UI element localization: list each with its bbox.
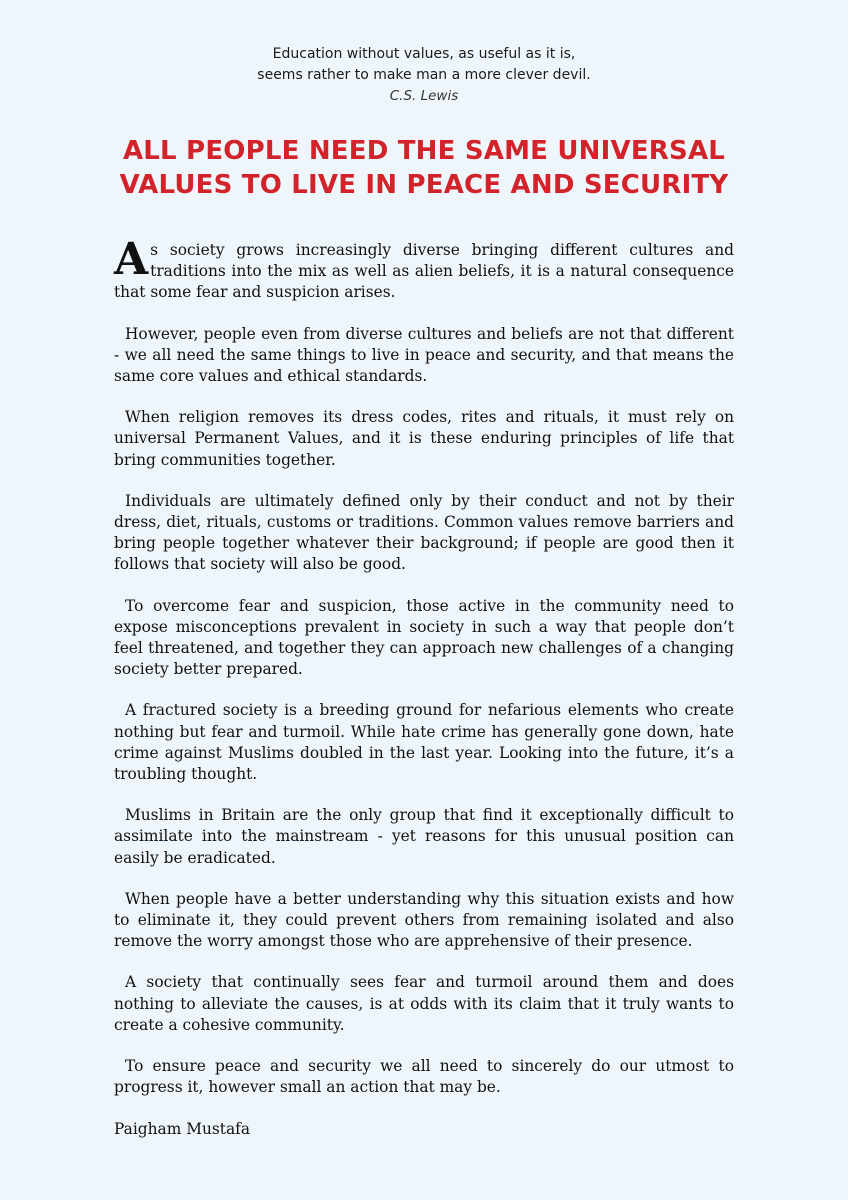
epigraph-quote xyxy=(0,44,848,107)
epigraph-line-2: seems rather to make man a more clever devil. xyxy=(257,67,591,83)
author-signature: Paigham Mustafa xyxy=(114,1119,250,1138)
drop-cap: A xyxy=(114,234,149,285)
headline-line-1: ALL PEOPLE NEED THE SAME UNIVERSAL xyxy=(122,136,726,166)
article-body xyxy=(114,234,734,1140)
article-paragraph-8: When people have a better understanding why this situation exists and how to eliminate it, they could prevent others from remaining isolated and also remove the worry amongst those who are apprehensive of their presence. xyxy=(114,889,734,951)
headline-line-2: VALUES TO LIVE IN PEACE AND SECURITY xyxy=(119,170,729,200)
article-paragraph-5: To overcome fear and suspicion, those active in the community need to expose misconceptions prevalent in society in such a way that people don’t feel threatened, and together they can approach new challenges of a changing society better prepared. xyxy=(114,596,734,679)
epigraph-line-1: Education without values, as useful as it is, xyxy=(272,46,576,62)
article-paragraph-3: When religion removes its dress codes, rites and rituals, it must rely on universal Permanent Values, and it is these enduring principles of life that bring communities together. xyxy=(114,408,734,469)
article-paragraph-1 xyxy=(114,234,734,304)
article-paragraph-4: Individuals are ultimately defined only by their conduct and not by their dress, diet, rituals, customs or traditions. Common values remove barriers and bring people together whatever their background; if people are good then it follows that society will also be good. xyxy=(114,491,734,574)
paragraph-1-text: s society grows increasingly diverse bringing different cultures and traditions into the mix as well as alien beliefs, it is a natural consequence that some fear and suspicion arises. xyxy=(114,241,734,302)
article-paragraph-2: However, people even from diverse cultures and beliefs are not that different - we all need the same things to live in peace and security, and that means the same core values and ethical standards. xyxy=(114,324,734,386)
article-paragraph-6: A fractured society is a breeding ground for nefarious elements who create nothing but fear and turmoil. While hate crime has generally gone down, hate crime against Muslims doubled in the last year. Looking into the future, it’s a troubling thought. xyxy=(114,701,734,784)
article-paragraph-9: A society that continually sees fear and turmoil around them and does nothing to alleviate the causes, is at odds with its claim that it truly wants to create a cohesive community. xyxy=(114,973,734,1034)
epigraph-author: C.S. Lewis xyxy=(389,88,459,104)
headline xyxy=(60,134,788,202)
article-paragraph-7: Muslims in Britain are the only group that find it exceptionally difficult to assimilate into the mainstream - yet reasons for this unusual position can easily be eradicated. xyxy=(114,806,734,867)
article-paragraph-10: To ensure peace and security we all need to sincerely do our utmost to progress it, however small an action that may be. xyxy=(114,1057,734,1097)
